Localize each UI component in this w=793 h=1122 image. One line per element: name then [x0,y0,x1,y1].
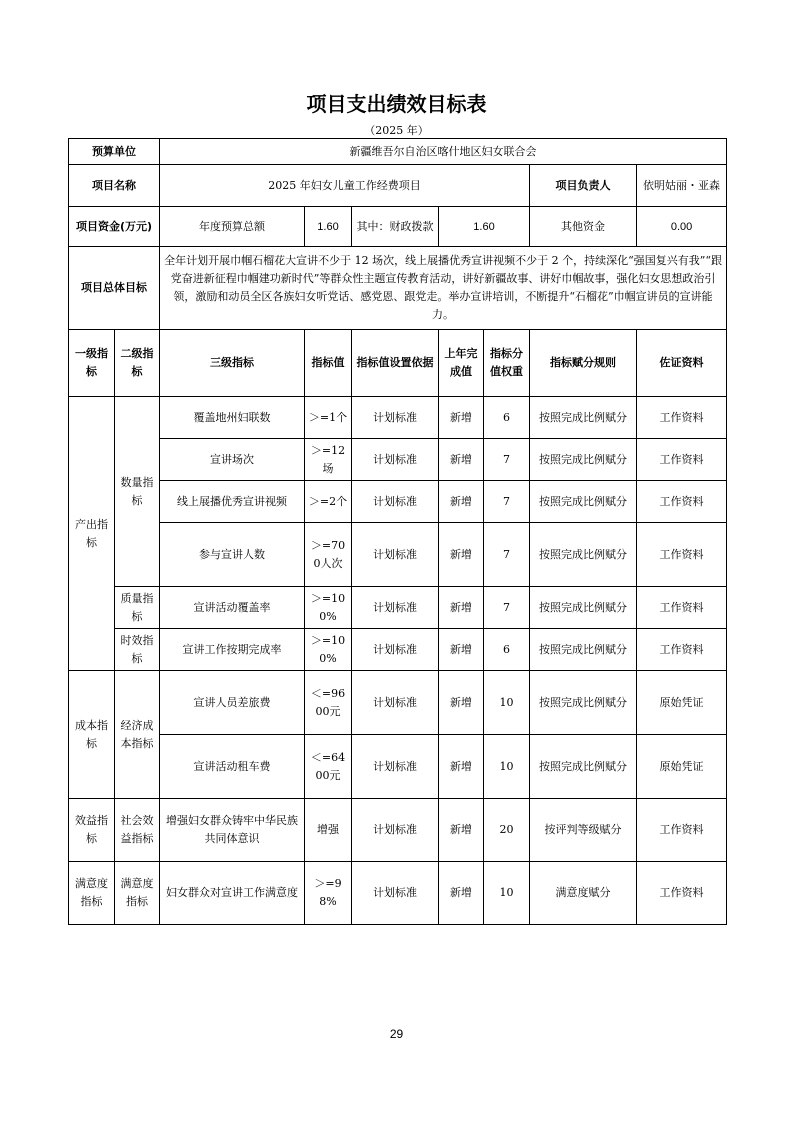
indicator-last-year: 新增 [439,629,484,671]
page-title: 项目支出绩效目标表 [306,92,487,116]
project-lead-label: 项目负责人 [530,165,637,207]
indicator-weight: 10 [484,671,530,735]
indicator-basis: 计划标准 [352,397,439,439]
indicator-basis: 计划标准 [352,862,439,925]
indicator-value: ＞=98% [305,862,352,925]
table-row [69,671,727,735]
col-last-year: 上年完成值 [439,330,484,397]
indicator-rule: 按照完成比例赋分 [530,481,637,523]
indicator-evidence: 工作资料 [637,397,727,439]
fiscal-funds-label: 其中：财政拨款 [352,207,439,247]
col-evidence: 佐证资料 [637,330,727,397]
table-row [69,629,727,671]
performance-target-table [68,138,727,925]
indicator-name: 覆盖地州妇联数 [160,397,305,439]
indicator-last-year: 新增 [439,439,484,481]
budget-unit-value: 新疆维吾尔自治区喀什地区妇女联合会 [160,139,727,165]
indicator-name: 宣讲场次 [160,439,305,481]
group-output: 产出指标 [69,397,115,671]
group-cost: 成本指标 [69,671,115,799]
group-benefit: 效益指标 [69,799,115,862]
indicator-rule: 按照完成比例赋分 [530,587,637,629]
indicator-last-year: 新增 [439,862,484,925]
indicator-weight: 10 [484,862,530,925]
indicator-value: 增强 [305,799,352,862]
funds-label: 项目资金(万元) [69,207,160,247]
indicator-evidence: 工作资料 [637,587,727,629]
indicator-rule: 按照完成比例赋分 [530,629,637,671]
indicator-evidence: 原始凭证 [637,735,727,799]
indicator-value: ＞=1个 [305,397,352,439]
indicator-basis: 计划标准 [352,799,439,862]
table-row [69,587,727,629]
indicator-value: ＞=700人次 [305,523,352,587]
indicator-rule: 按照完成比例赋分 [530,671,637,735]
indicator-value: ＞=100% [305,629,352,671]
indicator-evidence: 工作资料 [637,862,727,925]
indicator-rule: 满意度赋分 [530,862,637,925]
indicator-value: ＜=9600元 [305,671,352,735]
group-satisfaction: 满意度指标 [69,862,115,925]
indicator-evidence: 工作资料 [637,523,727,587]
indicator-basis: 计划标准 [352,439,439,481]
indicator-rule: 按照完成比例赋分 [530,397,637,439]
indicator-name: 宣讲活动租车费 [160,735,305,799]
annual-budget-value: 1.60 [305,207,352,247]
indicator-weight: 7 [484,523,530,587]
group-timeliness: 时效指标 [115,629,160,671]
table-row [69,735,727,799]
col-weight: 指标分值权重 [484,330,530,397]
indicator-last-year: 新增 [439,587,484,629]
indicator-name: 宣讲活动覆盖率 [160,587,305,629]
report-year: （2025 年） [364,124,429,137]
indicator-rule: 按照完成比例赋分 [530,523,637,587]
indicator-name: 参与宣讲人数 [160,523,305,587]
indicator-weight: 6 [484,397,530,439]
page-number: 29 [389,1027,404,1041]
indicator-basis: 计划标准 [352,671,439,735]
indicator-basis: 计划标准 [352,735,439,799]
project-lead-value: 依明姑丽・亚森 [637,165,727,207]
indicator-evidence: 原始凭证 [637,671,727,735]
col-level3: 三级指标 [160,330,305,397]
group-quantity: 数量指标 [115,397,160,587]
indicator-last-year: 新增 [439,523,484,587]
indicator-last-year: 新增 [439,481,484,523]
indicator-name: 妇女群众对宣讲工作满意度 [160,862,305,925]
table-row [69,397,727,439]
indicator-weight: 6 [484,629,530,671]
col-value: 指标值 [305,330,352,397]
overall-goal-label: 项目总体目标 [69,247,160,330]
indicator-value: ＞=100% [305,587,352,629]
group-quality: 质量指标 [115,587,160,629]
col-level1: 一级指标 [69,330,115,397]
indicator-basis: 计划标准 [352,523,439,587]
fiscal-funds-value: 1.60 [439,207,530,247]
indicator-weight: 7 [484,587,530,629]
indicator-rule: 按照完成比例赋分 [530,735,637,799]
project-name-value: 2025 年妇女儿童工作经费项目 [160,165,530,207]
indicator-last-year: 新增 [439,397,484,439]
table-row [69,439,727,481]
table-row [69,523,727,587]
indicator-evidence: 工作资料 [637,481,727,523]
indicator-last-year: 新增 [439,671,484,735]
indicator-evidence: 工作资料 [637,629,727,671]
indicator-name: 宣讲工作按期完成率 [160,629,305,671]
indicator-value: ＞=12场 [305,439,352,481]
indicator-weight: 10 [484,735,530,799]
col-level2: 二级指标 [115,330,160,397]
budget-unit-label: 预算单位 [69,139,160,165]
indicator-weight: 7 [484,481,530,523]
indicator-rule: 按照完成比例赋分 [530,439,637,481]
indicator-basis: 计划标准 [352,587,439,629]
indicator-evidence: 工作资料 [637,799,727,862]
group-satisfaction-sub: 满意度指标 [115,862,160,925]
indicator-evidence: 工作资料 [637,439,727,481]
table-row [69,799,727,862]
other-funds-value: 0.00 [637,207,727,247]
col-scoring: 指标赋分规则 [530,330,637,397]
project-name-label: 项目名称 [69,165,160,207]
group-social-benefit: 社会效益指标 [115,799,160,862]
indicator-last-year: 新增 [439,799,484,862]
indicator-rule: 按评判等级赋分 [530,799,637,862]
indicator-value: ＜=6400元 [305,735,352,799]
overall-goal-text: 全年计划开展巾帼石榴花大宣讲不少于 12 场次，线上展播优秀宣讲视频不少于 2 个，持续深化“强国复兴有我”“跟党奋进新征程巾帼建功新时代”等群众性主题宣传教育活动，讲好新疆故事、讲好巾帼故事，强化妇女思想政治引领，激励和动员全区各族妇女听党话、感党恩、跟党走。举办宣讲培训，不断提升“石榴花”巾帼宣讲员的宣讲能力。 [160,247,727,330]
indicator-basis: 计划标准 [352,481,439,523]
indicator-value: ＞=2个 [305,481,352,523]
col-basis: 指标值设置依据 [352,330,439,397]
indicator-basis: 计划标准 [352,629,439,671]
indicator-last-year: 新增 [439,735,484,799]
other-funds-label: 其他资金 [530,207,637,247]
indicator-name: 线上展播优秀宣讲视频 [160,481,305,523]
table-row [69,481,727,523]
indicator-weight: 7 [484,439,530,481]
group-economic-cost: 经济成本指标 [115,671,160,799]
annual-budget-label: 年度预算总额 [160,207,305,247]
indicator-name: 增强妇女群众铸牢中华民族共同体意识 [160,799,305,862]
table-row [69,862,727,925]
indicator-weight: 20 [484,799,530,862]
indicator-name: 宣讲人员差旅费 [160,671,305,735]
